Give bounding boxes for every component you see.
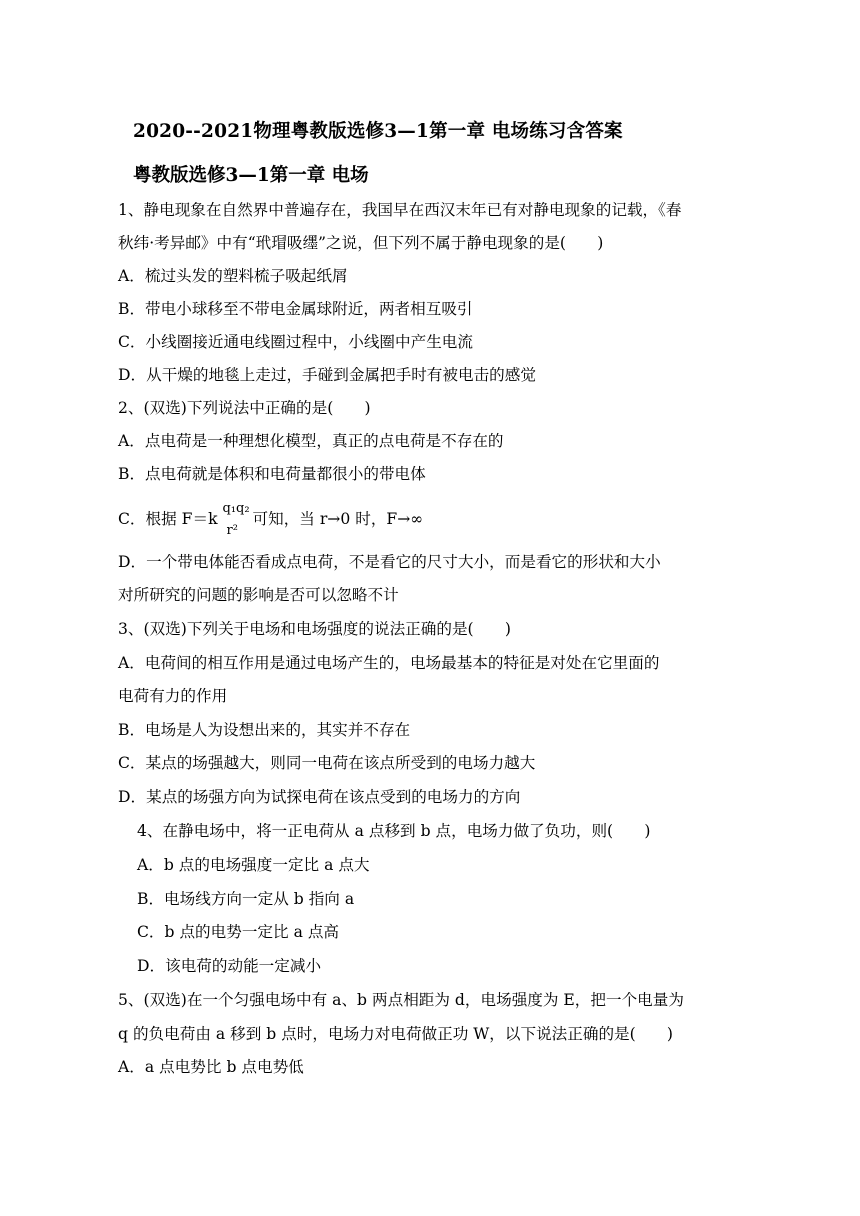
fraction-numerator: q₁q₂ [222, 501, 250, 516]
q2-stem: 2、(双选)下列说法中正确的是( ) [118, 399, 371, 417]
document-title: 2020--2021物理粤教版选修3—1第一章 电场练习含答案 [133, 121, 623, 142]
q2-option-c-suffix: 可知，当 r→0 时，F→∞ [252, 510, 424, 528]
q1-stem-line-2: 秋纬·考异邮》中有“玳瑁吸𬙊”之说，但下列不属于静电现象的是( ) [118, 234, 604, 252]
q2-option-b: B．点电荷就是体积和电荷量都很小的带电体 [118, 465, 426, 483]
q1-option-a: A．梳过头发的塑料梳子吸起纸屑 [118, 267, 348, 285]
q1-option-d: D．从干燥的地毯上走过，手碰到金属把手时有被电击的感觉 [118, 366, 536, 384]
q4-option-b: B．电场线方向一定从 b 指向 a [137, 890, 355, 908]
q3-option-b: B．电场是人为设想出来的，其实并不存在 [118, 721, 411, 739]
q2-option-a: A．点电荷是一种理想化模型，真正的点电荷是不存在的 [118, 432, 504, 450]
q4-stem: 4、在静电场中，将一正电荷从 a 点移到 b 点，电场力做了负功，则( ) [137, 822, 651, 840]
q1-option-c: C．小线圈接近通电线圈过程中，小线圈中产生电流 [118, 333, 473, 351]
q4-option-c: C．b 点的电势一定比 a 点高 [137, 923, 340, 941]
q2-option-c-prefix: C．根据 F＝k [118, 510, 223, 528]
q4-option-d: D．该电荷的动能一定减小 [137, 957, 322, 975]
q5-stem-line-1: 5、(双选)在一个匀强电场中有 a、b 两点相距为 d，电场强度为 E，把一个电量为 [118, 991, 684, 1009]
q1-stem-line-1: 1、静电现象在自然界中普遍存在，我国早在西汉末年已有对静电现象的记载，《春 [118, 201, 682, 219]
q5-option-a: A．a 点电势比 b 点电势低 [118, 1058, 304, 1076]
q2-option-c [118, 501, 424, 538]
q3-option-c: C．某点的场强越大，则同一电荷在该点所受到的电场力越大 [118, 754, 536, 772]
q3-option-a-line-1: A．电荷间的相互作用是通过电场产生的，电场最基本的特征是对处在它里面的 [118, 654, 660, 672]
q5-stem-line-2: q 的负电荷由 a 移到 b 点时，电场力对电荷做正功 W，以下说法正确的是( ) [118, 1025, 674, 1043]
fraction-denominator: r² [226, 523, 238, 538]
q1-option-b: B．带电小球移至不带电金属球附近，两者相互吸引 [118, 300, 473, 318]
q2-option-d-line-1: D．一个带电体能否看成点电荷，不是看它的尺寸大小，而是看它的形状和大小 [118, 553, 661, 571]
section-title: 粤教版选修3—1第一章 电场 [133, 165, 369, 186]
q2-option-d-line-2: 对所研究的问题的影响是否可以忽略不计 [118, 586, 399, 604]
q3-option-a-line-2: 电荷有力的作用 [118, 687, 228, 705]
coulomb-fraction [222, 501, 253, 538]
q3-option-d: D．某点的场强方向为试探电荷在该点受到的电场力的方向 [118, 788, 521, 806]
q4-option-a: A．b 点的电场强度一定比 a 点大 [137, 856, 370, 874]
q3-stem: 3、(双选)下列关于电场和电场强度的说法正确的是( ) [118, 620, 511, 638]
